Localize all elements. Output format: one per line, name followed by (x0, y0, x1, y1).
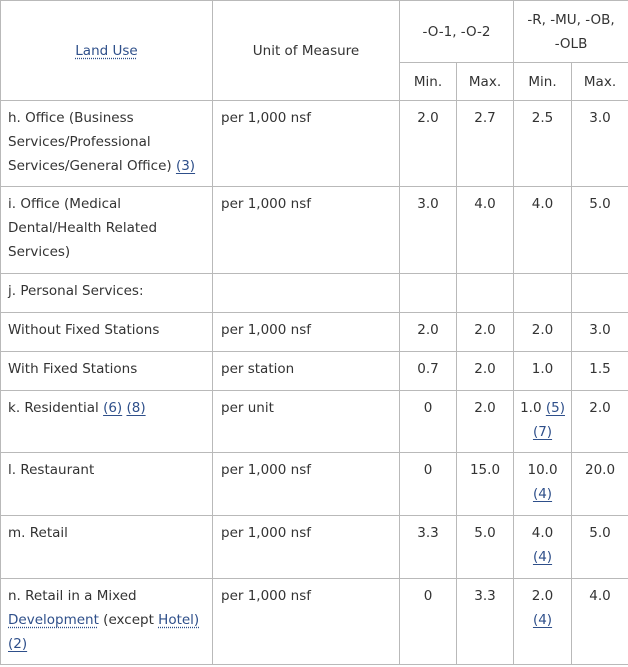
value-text: 2.0 (417, 322, 439, 338)
max-1-cell (457, 391, 514, 453)
min-1-cell (400, 453, 457, 516)
min-2-cell (514, 453, 572, 516)
max-2-cell (572, 516, 628, 579)
unit-of-measure-cell: per 1,000 nsf (213, 101, 400, 187)
unit-of-measure-cell: per unit (213, 391, 400, 453)
value-text: 4.0 (531, 196, 554, 212)
max-2-cell (572, 453, 628, 516)
min-1-cell (400, 187, 457, 274)
value-text: 1.0 (531, 361, 554, 377)
land-use-text: j. Personal Services: (8, 283, 144, 299)
value-text: 4.0 (474, 196, 496, 212)
table-row (1, 187, 628, 274)
table-row (1, 313, 628, 352)
min-1-cell (400, 391, 457, 453)
max-1-cell (457, 453, 514, 516)
unit-of-measure-cell: per 1,000 nsf (213, 579, 400, 665)
table-row (1, 274, 628, 313)
value-text: 1.0 (520, 400, 542, 416)
hotel-link[interactable]: Hotel) (158, 612, 200, 628)
footnote-link[interactable]: (4) (532, 486, 553, 502)
land-use-text: h. Office (Business Services/Professional Services/General Office) (8, 110, 172, 174)
development-link[interactable]: Development (8, 612, 99, 628)
min-2-cell (514, 274, 572, 313)
min-2-cell (514, 101, 572, 187)
land-use-cell (1, 352, 213, 391)
value-text: 5.0 (589, 525, 611, 541)
value-text: 5.0 (589, 196, 611, 212)
footnote-link[interactable]: (6) (103, 400, 123, 416)
value-text: 0 (423, 400, 433, 416)
land-use-text: (except (98, 612, 154, 628)
footnote-link[interactable]: (2) (8, 636, 28, 652)
min-1-cell (400, 274, 457, 313)
min-1-cell (400, 352, 457, 391)
value-text: 2.0 (531, 322, 554, 338)
land-use-link[interactable]: Land Use (75, 42, 138, 59)
footnote-link[interactable]: (7) (532, 424, 553, 440)
unit-of-measure-cell: per station (213, 352, 400, 391)
land-use-cell (1, 391, 213, 453)
value-text: 2.0 (417, 110, 439, 126)
value-text: 3.0 (589, 322, 611, 338)
value-text: 0 (423, 588, 433, 604)
min-2-cell (514, 516, 572, 579)
max-1-cell (457, 274, 514, 313)
value-text: 2.0 (531, 588, 554, 604)
land-use-text: k. Residential (8, 400, 99, 416)
footnote-link[interactable]: (8) (126, 400, 146, 416)
header-min-1: Min. (400, 63, 457, 101)
value-text: 2.0 (474, 400, 496, 416)
max-1-cell (457, 313, 514, 352)
value-text: 2.0 (474, 322, 496, 338)
max-2-cell (572, 313, 628, 352)
table-row (1, 453, 628, 516)
value-text: 4.0 (531, 525, 554, 541)
table-row (1, 101, 628, 187)
value-text: 2.0 (589, 400, 611, 416)
max-1-cell (457, 101, 514, 187)
header-max-1: Max. (457, 63, 514, 101)
value-text: 2.5 (531, 110, 554, 126)
footnote-link[interactable]: (3) (175, 158, 196, 174)
unit-of-measure-cell: per 1,000 nsf (213, 187, 400, 274)
land-use-cell (1, 187, 213, 274)
header-unit-of-measure: Unit of Measure (213, 1, 400, 101)
min-1-cell (400, 516, 457, 579)
land-use-cell (1, 453, 213, 516)
land-use-text: n. Retail in a Mixed (8, 588, 137, 604)
max-2-cell (572, 579, 628, 665)
value-text: 15.0 (469, 462, 501, 478)
value-text: 5.0 (474, 525, 496, 541)
min-2-cell (514, 579, 572, 665)
min-1-cell (400, 579, 457, 665)
table-row (1, 352, 628, 391)
value-text: 1.5 (589, 361, 611, 377)
value-text: 10.0 (527, 462, 558, 478)
land-use-cell (1, 313, 213, 352)
unit-of-measure-cell: per 1,000 nsf (213, 453, 400, 516)
max-2-cell (572, 101, 628, 187)
max-1-cell (457, 352, 514, 391)
land-use-text: Without Fixed Stations (8, 322, 160, 338)
header-group-o1-o2: -O-1, -O-2 (400, 1, 514, 63)
land-use-cell (1, 101, 213, 187)
max-2-cell (572, 391, 628, 453)
footnote-link[interactable]: (5) (545, 400, 565, 416)
max-1-cell (457, 516, 514, 579)
max-2-cell (572, 187, 628, 274)
value-text: 20.0 (584, 462, 616, 478)
value-text: 2.7 (474, 110, 496, 126)
min-1-cell (400, 313, 457, 352)
land-use-text: i. Office (Medical Dental/Health Related Services) (8, 196, 158, 260)
value-text: 0 (423, 462, 433, 478)
min-2-cell (514, 187, 572, 274)
max-1-cell (457, 187, 514, 274)
footnote-link[interactable]: (4) (532, 612, 553, 628)
max-2-cell (572, 274, 628, 313)
unit-of-measure-cell: per 1,000 nsf (213, 313, 400, 352)
header-land-use (1, 1, 213, 101)
land-use-text: m. Retail (8, 525, 68, 541)
value-text: 3.0 (417, 196, 439, 212)
header-max-2: Max. (572, 63, 628, 101)
unit-of-measure-cell (213, 274, 400, 313)
min-1-cell (400, 101, 457, 187)
value-text: 3.3 (474, 588, 496, 604)
table-row (1, 391, 628, 453)
min-2-cell (514, 313, 572, 352)
land-use-text: l. Restaurant (8, 462, 95, 478)
unit-of-measure-cell: per 1,000 nsf (213, 516, 400, 579)
value-text: 3.3 (417, 525, 439, 541)
value-text: 4.0 (589, 588, 611, 604)
table-row (1, 579, 628, 665)
max-1-cell (457, 579, 514, 665)
header-min-2: Min. (514, 63, 572, 101)
max-2-cell (572, 352, 628, 391)
land-use-cell (1, 579, 213, 665)
land-use-text: With Fixed Stations (8, 361, 138, 377)
value-text: 2.0 (474, 361, 496, 377)
min-2-cell (514, 391, 572, 453)
min-2-cell (514, 352, 572, 391)
land-use-cell (1, 516, 213, 579)
header-group-r-mu-ob-olb: -R, -MU, -OB, -OLB (514, 1, 628, 63)
land-use-cell (1, 274, 213, 313)
table-row (1, 516, 628, 579)
table-body (1, 101, 628, 665)
footnote-link[interactable]: (4) (532, 549, 553, 565)
value-text: 3.0 (589, 110, 611, 126)
value-text: 0.7 (417, 361, 439, 377)
